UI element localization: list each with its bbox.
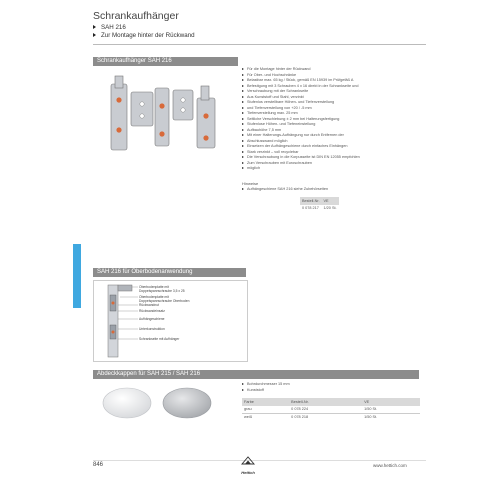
table-cell: 1/50 St.: [362, 413, 420, 421]
list-item: Stufenlose Höhen- und Tiefeneinstellung: [242, 122, 420, 128]
brand-logo: [231, 452, 265, 475]
list-item: Verschraubung mit der Schrankseite: [242, 89, 420, 95]
hettich-logo-icon: [241, 456, 255, 465]
section-bar-top-panel: SAH 216 für Oberbodenanwendung: [93, 268, 246, 277]
list-item: und Tiefenverstellung von +20 / -5 mm: [242, 106, 420, 112]
header-divider: [93, 44, 426, 45]
list-item: Aus Kunststoff und Stahl, verzinkt: [242, 95, 420, 101]
hanger-product-image: [93, 70, 238, 165]
column-header: Bestell-Nr.: [302, 198, 320, 203]
top-panel-diagram: [93, 280, 248, 362]
table-row: [300, 205, 339, 213]
mounting-subtitle: [93, 32, 195, 39]
table-cell: weiß: [242, 413, 289, 421]
arrow-right-icon: [93, 25, 96, 29]
list-item: Abschlusswand möglich: [242, 139, 420, 145]
list-item: Seitliche Verschiebung ± 2 mm bei Halterungsfertigung: [242, 117, 420, 123]
diagram-label: Oberbodenplatte mit: [139, 285, 169, 289]
list-item: Stufenlos verstellbare Höhen- und Tiefenverstellung: [242, 100, 420, 106]
diagram-label: Doppelspannschraube 3,5 x 25: [139, 289, 185, 293]
diagram-label: Schrankseite mit Aufhänger: [139, 337, 180, 341]
hint-text: Aufhängeschiene SAH 216 siehe Zubehörseiten: [247, 187, 329, 191]
hints-heading: Hinweise: [242, 181, 259, 186]
list-item: Befestigung mit 3 Schrauben 4 x 16 direkt in der Schrankseite und: [242, 84, 420, 90]
diagram-label: Rückwandeinsatz: [139, 309, 165, 313]
list-item: Aufbauhöhe 7,5 mm: [242, 128, 420, 134]
table-cell: grau: [244, 407, 252, 411]
hanger-order-table: [300, 197, 339, 212]
footer-url[interactable]: www.hettich.com: [373, 463, 407, 468]
arrow-right-icon: [93, 33, 96, 37]
list-item: Bohrdurchmesser 15 mm: [242, 382, 290, 388]
list-item: Zum Verschrauben mit Euroschrauben: [242, 161, 420, 167]
list-item: Für die Montage hinter der Rückwand: [242, 67, 420, 73]
hanger-feature-list: [242, 67, 420, 172]
table-cell: 0 078 217: [302, 206, 319, 211]
page-title: Schrankaufhänger: [93, 10, 179, 22]
caps-feature-list: [242, 382, 290, 393]
column-header: VE: [362, 398, 420, 406]
table-header-row: [242, 398, 420, 406]
section-bar-caps: Abdeckkappen für SAH 215 / SAH 216: [93, 370, 419, 379]
page-number: 846: [93, 462, 104, 468]
caps-order-table: [242, 398, 420, 421]
mounting-text: Zur Montage hinter der Rückwand: [101, 32, 195, 39]
table-cell: 0 078 224: [291, 407, 309, 411]
diagram-label: Unterkonstruktion: [139, 327, 165, 331]
list-item: Die Verschraubung in die Korpusseite ist DIN EN 12055 empfohlen: [242, 155, 420, 161]
list-item: Einsetzen der Aufhängeschiene durch einfaches Einhängen: [242, 144, 420, 150]
chapter-tab: [73, 244, 81, 308]
column-header: Bestell-Nr.: [289, 398, 362, 406]
table-header-row: [300, 197, 339, 205]
list-item: Kunststoff: [242, 388, 290, 394]
list-item: Stark verzinkt – voll recyclebar: [242, 150, 420, 156]
table-row: [242, 406, 420, 414]
diagram-label: Rückwandnut: [139, 303, 159, 307]
product-subtitle: [93, 24, 126, 31]
list-item: Tiefenverstellung max. 25 mm: [242, 111, 420, 117]
list-item: Für Ober- und Hochschränke: [242, 73, 420, 79]
table-cell: 1/20 St.: [323, 206, 337, 211]
diagram-label: Doppelspannschraube Oberboden: [139, 299, 190, 303]
column-header: Farbe: [242, 398, 289, 406]
diagram-label: Aufhängeschiene: [139, 317, 165, 321]
product-code: SAH 216: [101, 24, 126, 31]
cover-caps-image: [93, 383, 233, 423]
list-item: Mit einer Halterungs-Aufhängung nur durch Entfernen der: [242, 133, 420, 139]
column-header: VE: [322, 197, 339, 205]
table-row: [242, 413, 420, 421]
section-bar-hanger: Schrankaufhänger SAH 216: [93, 57, 238, 66]
table-cell: 0 078 218: [289, 413, 362, 421]
diagram-label: Oberbodenplatte mit: [139, 295, 169, 299]
table-cell: 1/50 St.: [364, 407, 378, 411]
list-item: Belastbar max. 65 kg / Stück, gemäß EN 15939 im Prüfgefäß A: [242, 78, 420, 84]
list-item: möglich: [242, 166, 420, 172]
brand-name: Hettich: [241, 470, 255, 475]
